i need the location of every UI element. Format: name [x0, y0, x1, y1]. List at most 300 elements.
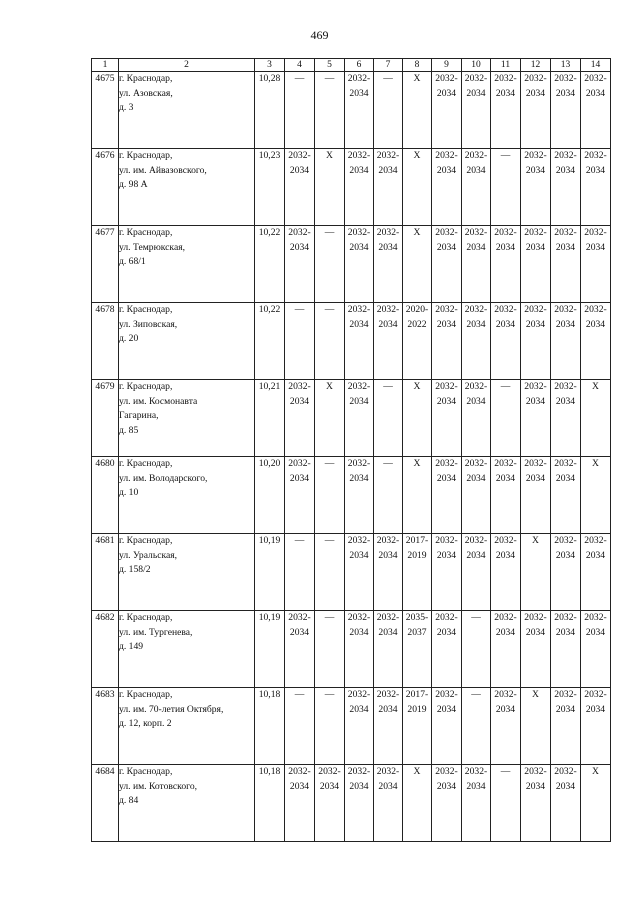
column-header: 6: [345, 59, 374, 72]
period-value: 2034: [555, 780, 576, 792]
period-cell: [315, 534, 345, 611]
period-value: —: [324, 227, 335, 238]
period-value: —: [383, 381, 393, 392]
address-line: д. 98 А: [119, 179, 148, 190]
period-value: 2032-: [524, 612, 547, 623]
address-line: г. Краснодар,: [119, 766, 173, 777]
period-cell: [581, 765, 611, 842]
period-cell: [403, 611, 432, 688]
address-line: ул. им. Котовского,: [119, 780, 198, 792]
period-value: 2032-: [464, 535, 488, 546]
period-value: 2032-: [435, 535, 458, 546]
address-line: ул. им. Айвазовского,: [119, 164, 207, 176]
period-value: 2032-: [554, 150, 577, 161]
period-cell: [462, 149, 491, 226]
period-cell: [491, 380, 521, 457]
period-value: 2032-: [347, 535, 371, 546]
period-cell: [374, 534, 403, 611]
period-value: 2034: [525, 780, 546, 792]
period-cell: [315, 380, 345, 457]
period-value: 2032-: [524, 150, 547, 161]
period-value: 2032-: [318, 766, 341, 777]
period-value: 2034: [466, 241, 486, 253]
period-value: 2034: [436, 241, 457, 253]
period-value: 2034: [525, 241, 546, 253]
period-cell: [345, 688, 374, 765]
period-value: 2034: [349, 703, 369, 715]
period-value: 2034: [585, 87, 606, 99]
period-value: X: [592, 766, 599, 777]
period-value: 2032-: [584, 689, 607, 700]
period-cell: [462, 303, 491, 380]
period-value: 2034: [495, 87, 516, 99]
period-value: 2034: [585, 549, 606, 561]
period-value: X: [413, 458, 421, 469]
period-cell: [432, 457, 462, 534]
period-value: 2032-: [554, 458, 577, 469]
period-value: 2032-: [288, 227, 311, 238]
address-cell: [119, 611, 255, 688]
row-number: 4684: [92, 765, 119, 842]
period-value: 2034: [555, 472, 576, 484]
period-cell: [432, 688, 462, 765]
period-value: —: [500, 150, 511, 161]
period-value: 2034: [289, 241, 310, 253]
period-cell: [374, 611, 403, 688]
period-value: 2032-: [464, 766, 488, 777]
period-cell: [403, 534, 432, 611]
address-line: ул. им. Володарского,: [119, 472, 208, 484]
period-value: 2034: [378, 780, 398, 792]
area-cell: 10,21: [255, 380, 285, 457]
period-value: 2034: [466, 318, 486, 330]
period-value: 2034: [436, 549, 457, 561]
period-value: 2034: [466, 395, 486, 407]
area-cell: 10,18: [255, 688, 285, 765]
period-value: 2034: [436, 395, 457, 407]
address-cell: [119, 457, 255, 534]
address-line: д. 158/2: [119, 564, 151, 575]
period-value: 2034: [466, 549, 486, 561]
column-header: 13: [551, 59, 581, 72]
period-value: —: [383, 73, 393, 84]
period-cell: [581, 226, 611, 303]
period-value: 2032-: [464, 73, 488, 84]
address-cell: [119, 688, 255, 765]
period-cell: [581, 72, 611, 149]
period-value: —: [500, 381, 511, 392]
period-value: 2034: [585, 626, 606, 638]
period-cell: [403, 226, 432, 303]
period-cell: [403, 303, 432, 380]
page-number: 469: [310, 28, 329, 42]
period-value: 2034: [555, 549, 576, 561]
period-value: 2032-: [524, 381, 547, 392]
period-cell: [462, 765, 491, 842]
period-cell: [432, 72, 462, 149]
period-value: 2020-: [405, 304, 429, 315]
period-cell: [521, 303, 551, 380]
period-cell: [491, 72, 521, 149]
period-value: 2017-: [405, 535, 429, 546]
period-cell: [315, 226, 345, 303]
period-cell: [315, 72, 345, 149]
period-value: 2034: [436, 780, 457, 792]
period-cell: [374, 380, 403, 457]
period-value: 2034: [349, 626, 369, 638]
area-cell: 10,19: [255, 611, 285, 688]
period-value: 2034: [585, 318, 606, 330]
period-value: 2032-: [347, 381, 371, 392]
period-value: 2032-: [554, 766, 577, 777]
period-value: 2017-: [405, 689, 429, 700]
period-value: 2032-: [288, 766, 311, 777]
address-cell: [119, 765, 255, 842]
period-cell: [285, 611, 315, 688]
address-line: ул. им. Космонавта: [119, 395, 198, 407]
period-value: X: [592, 458, 599, 469]
period-value: X: [532, 689, 539, 700]
period-cell: [462, 688, 491, 765]
area-cell: 10,22: [255, 303, 285, 380]
period-value: 2032-: [554, 227, 577, 238]
period-value: 2032-: [584, 612, 607, 623]
period-cell: [551, 765, 581, 842]
address-line: д. 12, корп. 2: [119, 718, 172, 729]
period-value: 2032-: [288, 150, 311, 161]
address-line: г. Краснодар,: [119, 73, 173, 84]
period-cell: [521, 611, 551, 688]
period-cell: [521, 765, 551, 842]
period-cell: [491, 303, 521, 380]
address-line: д. 84: [119, 795, 139, 806]
period-value: 2034: [378, 549, 398, 561]
row-number: 4683: [92, 688, 119, 765]
period-cell: [374, 72, 403, 149]
period-cell: [403, 765, 432, 842]
period-value: 2034: [495, 318, 516, 330]
period-cell: [521, 226, 551, 303]
period-value: 2032-: [584, 150, 607, 161]
period-value: —: [500, 766, 511, 777]
period-cell: [403, 688, 432, 765]
period-cell: [581, 611, 611, 688]
period-value: X: [592, 381, 599, 392]
table-row: [92, 765, 611, 842]
period-value: X: [413, 766, 421, 777]
period-cell: [403, 380, 432, 457]
period-cell: [462, 611, 491, 688]
period-value: 2032-: [435, 150, 458, 161]
period-cell: [462, 380, 491, 457]
area-cell: 10,18: [255, 765, 285, 842]
period-value: X: [326, 381, 333, 392]
period-cell: [345, 534, 374, 611]
period-value: 2032-: [347, 458, 371, 469]
period-value: —: [471, 612, 481, 623]
address-line: г. Краснодар,: [119, 612, 173, 623]
column-header: 14: [581, 59, 611, 72]
period-value: 2034: [349, 472, 369, 484]
column-header: 4: [285, 59, 315, 72]
area-cell: 10,22: [255, 226, 285, 303]
table-row: [92, 149, 611, 226]
column-header: 1: [92, 59, 119, 72]
period-value: 2032-: [376, 150, 400, 161]
address-line: ул. им. Тургенева,: [119, 626, 193, 638]
period-cell: [551, 457, 581, 534]
period-value: 2034: [555, 164, 576, 176]
period-value: 2032-: [554, 381, 577, 392]
period-cell: [285, 457, 315, 534]
period-value: 2022: [407, 318, 427, 330]
area-cell: 10,23: [255, 149, 285, 226]
period-cell: [581, 534, 611, 611]
period-cell: [315, 765, 345, 842]
period-cell: [521, 457, 551, 534]
period-value: 2034: [349, 395, 369, 407]
period-value: 2032-: [554, 304, 577, 315]
period-value: 2034: [349, 549, 369, 561]
area-cell: 10,20: [255, 457, 285, 534]
period-value: 2032-: [347, 689, 371, 700]
period-value: 2034: [495, 626, 516, 638]
area-cell: 10,19: [255, 534, 285, 611]
period-value: 2034: [349, 164, 369, 176]
period-value: 2032-: [524, 304, 547, 315]
period-value: 2032-: [494, 689, 517, 700]
period-value: 2034: [555, 626, 576, 638]
period-value: 2032-: [554, 535, 577, 546]
period-cell: [462, 534, 491, 611]
period-cell: [521, 149, 551, 226]
address-line: д. 149: [119, 641, 144, 652]
period-value: —: [324, 304, 335, 315]
address-cell: [119, 380, 255, 457]
period-value: 2034: [525, 318, 546, 330]
period-value: 2034: [319, 780, 340, 792]
period-cell: [345, 72, 374, 149]
period-value: —: [324, 458, 335, 469]
period-cell: [581, 457, 611, 534]
period-value: 2034: [378, 626, 398, 638]
address-line: г. Краснодар,: [119, 535, 173, 546]
period-value: —: [294, 304, 305, 315]
row-number: 4677: [92, 226, 119, 303]
period-cell: [315, 457, 345, 534]
period-cell: [521, 380, 551, 457]
period-value: X: [532, 535, 539, 546]
period-cell: [345, 226, 374, 303]
period-cell: [285, 380, 315, 457]
period-value: X: [326, 150, 333, 161]
address-cell: [119, 534, 255, 611]
address-line: ул. Уральская,: [119, 549, 178, 561]
period-cell: [403, 149, 432, 226]
period-value: 2032-: [435, 458, 458, 469]
period-cell: [491, 688, 521, 765]
period-cell: [491, 457, 521, 534]
period-value: 2032-: [584, 535, 607, 546]
period-value: —: [324, 689, 335, 700]
address-cell: [119, 226, 255, 303]
period-value: 2032-: [494, 458, 517, 469]
period-value: 2032-: [494, 73, 517, 84]
address-line: г. Краснодар,: [119, 227, 173, 238]
period-cell: [285, 688, 315, 765]
period-cell: [581, 380, 611, 457]
period-value: —: [471, 689, 481, 700]
address-line: д. 85: [119, 424, 139, 436]
period-cell: [285, 149, 315, 226]
period-cell: [551, 380, 581, 457]
period-value: 2034: [349, 87, 369, 99]
table-row: [92, 72, 611, 149]
period-value: 2032-: [347, 227, 371, 238]
period-value: —: [324, 535, 335, 546]
row-number: 4679: [92, 380, 119, 457]
row-number: 4682: [92, 611, 119, 688]
period-value: 2032-: [347, 150, 371, 161]
table-row: [92, 226, 611, 303]
period-value: 2032-: [435, 689, 458, 700]
row-number: 4681: [92, 534, 119, 611]
period-value: 2032-: [376, 689, 400, 700]
column-header: 5: [315, 59, 345, 72]
period-value: 2032-: [524, 458, 547, 469]
period-cell: [285, 303, 315, 380]
period-value: 2034: [525, 164, 546, 176]
period-cell: [345, 611, 374, 688]
row-number: 4680: [92, 457, 119, 534]
table-row: [92, 303, 611, 380]
period-value: 2032-: [464, 381, 488, 392]
period-value: 2032-: [494, 304, 517, 315]
period-cell: [521, 72, 551, 149]
period-value: 2034: [436, 164, 457, 176]
period-cell: [374, 688, 403, 765]
period-value: 2032-: [584, 227, 607, 238]
period-value: 2037: [407, 626, 427, 638]
table-row: [92, 534, 611, 611]
period-cell: [551, 149, 581, 226]
period-cell: [345, 303, 374, 380]
period-value: 2032-: [376, 304, 400, 315]
period-cell: [491, 765, 521, 842]
period-cell: [374, 765, 403, 842]
table-row: [92, 380, 611, 457]
period-value: 2034: [436, 626, 457, 638]
column-header: 12: [521, 59, 551, 72]
period-value: 2032-: [435, 73, 458, 84]
period-cell: [374, 457, 403, 534]
period-cell: [285, 72, 315, 149]
period-cell: [432, 149, 462, 226]
address-line: д. 10: [119, 487, 139, 498]
period-cell: [345, 765, 374, 842]
period-value: 2034: [555, 318, 576, 330]
column-header: 2: [119, 59, 255, 72]
period-cell: [462, 457, 491, 534]
period-value: 2034: [349, 318, 369, 330]
period-cell: [581, 688, 611, 765]
period-value: —: [324, 73, 335, 84]
housing-table: [91, 58, 611, 842]
period-cell: [285, 765, 315, 842]
period-value: 2034: [525, 87, 546, 99]
period-cell: [551, 226, 581, 303]
period-value: 2032-: [347, 304, 371, 315]
period-value: 2034: [289, 395, 310, 407]
period-cell: [432, 380, 462, 457]
address-line: ул. им. 70-летия Октября,: [119, 703, 224, 715]
address-cell: [119, 72, 255, 149]
table-header-row: [92, 59, 611, 72]
address-line: ул. Азовская,: [119, 87, 173, 99]
period-value: 2034: [555, 703, 576, 715]
period-cell: [521, 534, 551, 611]
column-header: 11: [491, 59, 521, 72]
period-value: 2032-: [494, 227, 517, 238]
period-value: 2034: [466, 87, 486, 99]
period-value: 2032-: [494, 535, 517, 546]
period-value: 2032-: [376, 535, 400, 546]
period-cell: [521, 688, 551, 765]
period-value: 2032-: [554, 612, 577, 623]
period-cell: [345, 457, 374, 534]
period-value: 2034: [555, 87, 576, 99]
period-value: 2032-: [584, 304, 607, 315]
table-row: [92, 688, 611, 765]
period-cell: [345, 380, 374, 457]
column-header: 3: [255, 59, 285, 72]
address-line: д. 3: [119, 102, 134, 113]
period-cell: [551, 72, 581, 149]
period-value: 2019: [407, 703, 427, 715]
period-cell: [374, 303, 403, 380]
period-cell: [345, 149, 374, 226]
period-value: X: [413, 73, 421, 84]
period-cell: [491, 534, 521, 611]
period-cell: [432, 611, 462, 688]
period-value: 2032-: [464, 227, 488, 238]
row-number: 4675: [92, 72, 119, 149]
period-value: X: [413, 381, 421, 392]
address-line: г. Краснодар,: [119, 304, 173, 315]
row-number: 4678: [92, 303, 119, 380]
period-value: 2034: [378, 241, 398, 253]
period-value: 2032-: [494, 612, 517, 623]
address-line: г. Краснодар,: [119, 381, 173, 392]
address-line: г. Краснодар,: [119, 458, 173, 469]
period-cell: [315, 688, 345, 765]
period-value: 2034: [289, 626, 310, 638]
period-value: 2034: [495, 472, 516, 484]
period-value: 2034: [585, 241, 606, 253]
period-value: —: [294, 689, 305, 700]
period-cell: [315, 611, 345, 688]
period-value: 2034: [466, 472, 486, 484]
period-cell: [374, 149, 403, 226]
period-value: 2034: [466, 164, 486, 176]
address-line: ул. Зиповская,: [119, 318, 178, 330]
period-value: X: [413, 150, 421, 161]
row-number: 4676: [92, 149, 119, 226]
period-value: 2032-: [288, 381, 311, 392]
period-value: 2032-: [376, 612, 400, 623]
period-cell: [315, 149, 345, 226]
address-cell: [119, 303, 255, 380]
